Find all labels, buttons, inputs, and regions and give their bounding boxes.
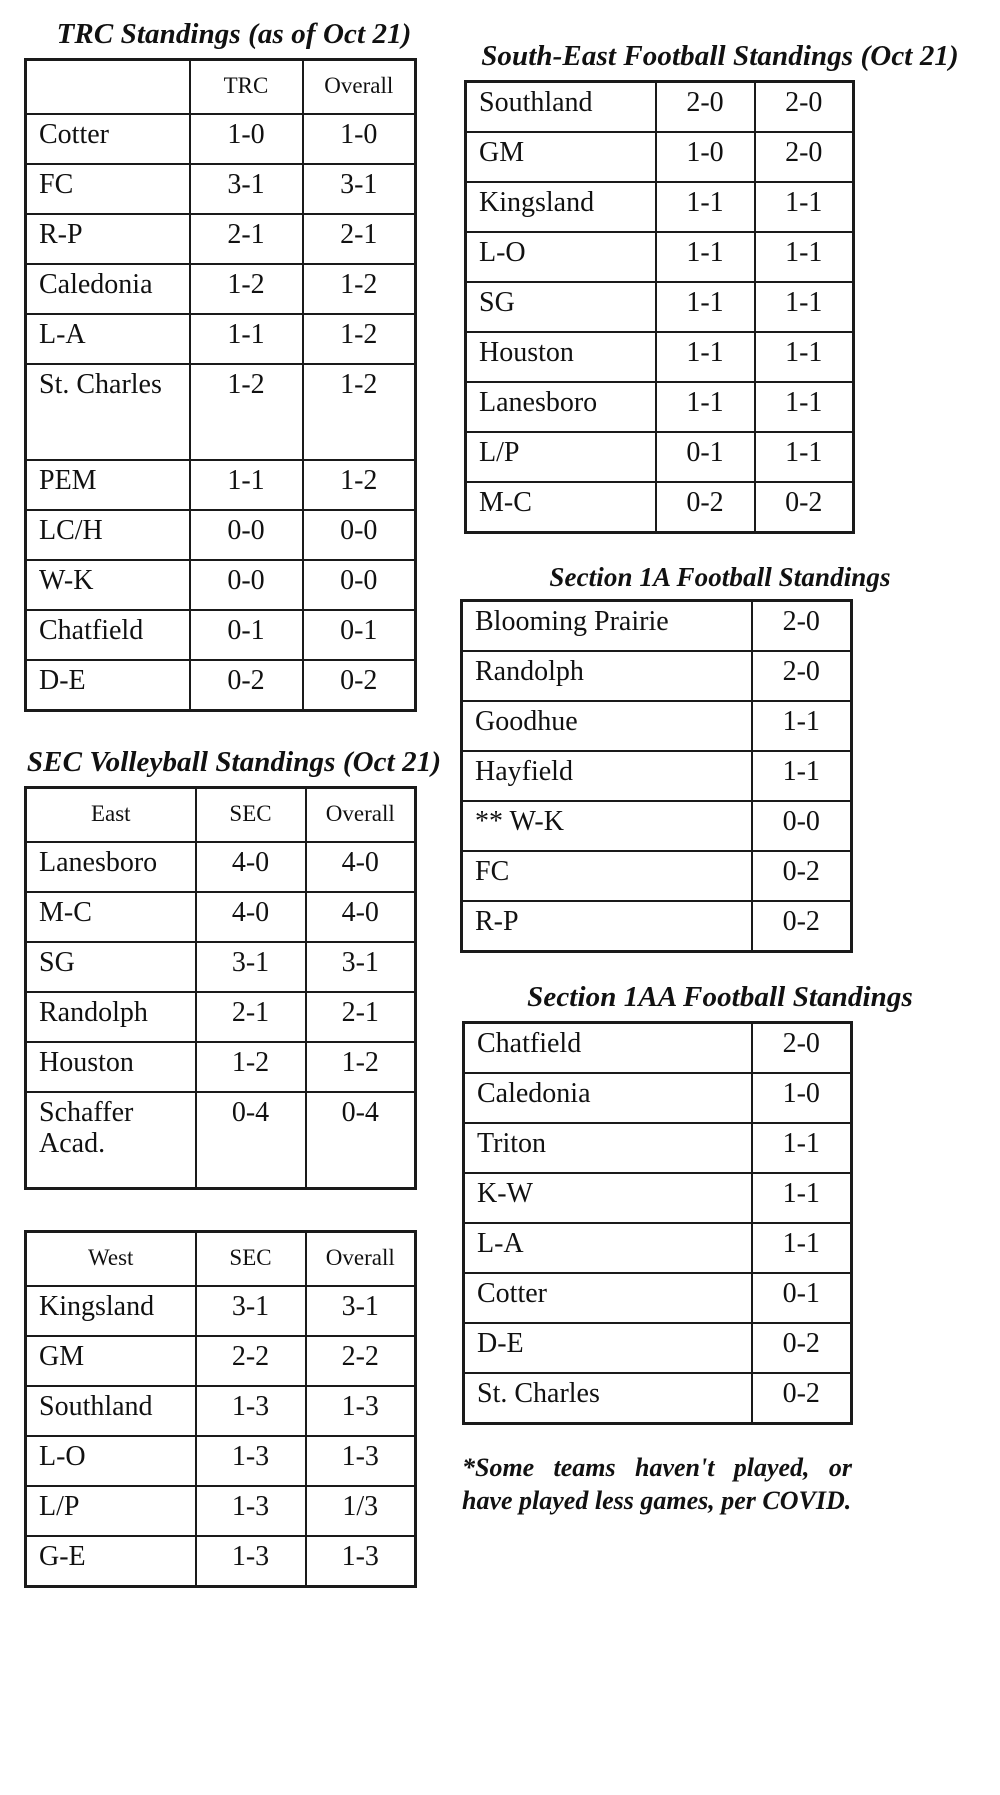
team-name: GM	[26, 1336, 196, 1386]
table-row	[466, 382, 854, 432]
team-name: L/P	[26, 1486, 196, 1536]
table-row	[26, 660, 416, 711]
table-row	[26, 1336, 416, 1386]
conference-record: 1-2	[190, 264, 303, 314]
section-1a-football-table	[460, 599, 853, 953]
conference-record: 0-0	[190, 560, 303, 610]
overall-record: 4-0	[306, 892, 416, 942]
section-record: 1-1	[752, 701, 852, 751]
section-record: 2-0	[752, 601, 852, 652]
team-name: ** W-K	[462, 801, 752, 851]
table-row	[26, 1286, 416, 1336]
table-row	[464, 1073, 852, 1123]
overall-record: 1-1	[755, 382, 854, 432]
overall-record: 3-1	[306, 942, 416, 992]
south-east-football-standings-title: South-East Football Standings (Oct 21)	[481, 40, 959, 72]
overall-record: 1-1	[755, 182, 854, 232]
conference-record: 1-1	[656, 282, 755, 332]
team-name: R-P	[26, 214, 190, 264]
section-record: 0-2	[752, 901, 852, 952]
overall-record: 1-1	[755, 282, 854, 332]
column-header-conference: SEC	[196, 1231, 306, 1286]
team-name: Cotter	[26, 114, 190, 164]
table-row	[26, 942, 416, 992]
section-record: 0-0	[752, 801, 852, 851]
table-row	[466, 332, 854, 382]
overall-record: 2-1	[303, 214, 416, 264]
team-name: Kingsland	[26, 1286, 196, 1336]
overall-record: 2-2	[306, 1336, 416, 1386]
conference-record: 0-0	[190, 510, 303, 560]
overall-record: 0-2	[303, 660, 416, 711]
overall-record: 3-1	[303, 164, 416, 214]
conference-record: 0-1	[190, 610, 303, 660]
overall-record: 0-4	[306, 1092, 416, 1189]
table-row	[26, 364, 416, 460]
trc-standings-title: TRC Standings (as of Oct 21)	[56, 18, 412, 50]
team-name: FC	[26, 164, 190, 214]
team-name: L-O	[466, 232, 656, 282]
team-name: SG	[466, 282, 656, 332]
conference-record: 1-1	[656, 182, 755, 232]
team-name: Houston	[466, 332, 656, 382]
team-name: R-P	[462, 901, 752, 952]
table-row	[26, 560, 416, 610]
team-name: Blooming Prairie	[462, 601, 752, 652]
table-row	[462, 751, 852, 801]
trc-standings-table	[24, 58, 417, 712]
table-row	[464, 1123, 852, 1173]
conference-record: 1-1	[656, 382, 755, 432]
conference-record: 1-1	[656, 332, 755, 382]
conference-record: 1-3	[196, 1486, 306, 1536]
table-row	[462, 851, 852, 901]
section-1aa-football-table	[462, 1021, 853, 1425]
table-row	[26, 264, 416, 314]
sec-volleyball-west-table	[24, 1230, 417, 1588]
table-row	[26, 314, 416, 364]
table-row	[462, 701, 852, 751]
team-name: W-K	[26, 560, 190, 610]
section-1aa-standings-title: Section 1AA Football Standings	[527, 981, 913, 1014]
overall-record: 1-2	[303, 264, 416, 314]
table-row	[26, 510, 416, 560]
team-name: L-A	[464, 1223, 752, 1273]
right-column	[460, 18, 980, 1518]
table-row	[466, 432, 854, 482]
column-header-conference: SEC	[196, 787, 306, 842]
section-record: 2-0	[752, 1023, 852, 1074]
spacer	[24, 1190, 444, 1230]
conference-record: 0-2	[656, 482, 755, 533]
conference-record: 1-0	[190, 114, 303, 164]
section-record: 0-2	[752, 1323, 852, 1373]
overall-record: 0-0	[303, 510, 416, 560]
table-row	[26, 1092, 416, 1189]
team-name: Chatfield	[464, 1023, 752, 1074]
covid-footnote: *Some teams haven't played, or have played less games, per COVID.	[462, 1453, 852, 1516]
south-east-football-table	[464, 80, 855, 534]
team-name: Randolph	[26, 992, 196, 1042]
team-name: St. Charles	[464, 1373, 752, 1424]
team-name: Southland	[466, 81, 656, 132]
team-name: Caledonia	[464, 1073, 752, 1123]
overall-record: 1-1	[755, 232, 854, 282]
team-name: Randolph	[462, 651, 752, 701]
table-row	[462, 601, 852, 652]
team-name: SG	[26, 942, 196, 992]
conference-record: 2-1	[196, 992, 306, 1042]
table-row	[464, 1323, 852, 1373]
team-name: K-W	[464, 1173, 752, 1223]
overall-record: 0-0	[303, 560, 416, 610]
table-row	[26, 610, 416, 660]
team-name: Kingsland	[466, 182, 656, 232]
section-record: 2-0	[752, 651, 852, 701]
left-column	[24, 18, 444, 1588]
conference-record: 4-0	[196, 892, 306, 942]
overall-record: 1-3	[306, 1386, 416, 1436]
team-name: Cotter	[464, 1273, 752, 1323]
conference-record: 2-0	[656, 81, 755, 132]
conference-record: 1-2	[196, 1042, 306, 1092]
section-record: 0-1	[752, 1273, 852, 1323]
table-row	[26, 1386, 416, 1436]
team-name: Lanesboro	[466, 382, 656, 432]
section-1a-standings-title: Section 1A Football Standings	[549, 561, 891, 592]
conference-record: 3-1	[190, 164, 303, 214]
team-name: G-E	[26, 1536, 196, 1587]
team-name: L-A	[26, 314, 190, 364]
overall-record: 1-2	[303, 314, 416, 364]
column-header-overall: Overall	[303, 59, 416, 114]
team-name: PEM	[26, 460, 190, 510]
overall-record: 1-3	[306, 1436, 416, 1486]
sec-volleyball-east-table	[24, 786, 417, 1190]
overall-record: 1-1	[755, 332, 854, 382]
section-record: 0-2	[752, 1373, 852, 1424]
table-row	[464, 1173, 852, 1223]
table-row	[26, 1042, 416, 1092]
conference-record: 0-4	[196, 1092, 306, 1189]
conference-record: 4-0	[196, 842, 306, 892]
table-row	[464, 1373, 852, 1424]
table-row	[464, 1023, 852, 1074]
team-name: Chatfield	[26, 610, 190, 660]
conference-record: 0-1	[656, 432, 755, 482]
table-row	[26, 164, 416, 214]
table-row	[26, 1536, 416, 1587]
section-record: 0-2	[752, 851, 852, 901]
overall-record: 2-1	[306, 992, 416, 1042]
conference-record: 3-1	[196, 942, 306, 992]
conference-record: 1-3	[196, 1436, 306, 1486]
table-row	[26, 1486, 416, 1536]
conference-record: 1-1	[656, 232, 755, 282]
team-name: GM	[466, 132, 656, 182]
team-name: Southland	[26, 1386, 196, 1436]
section-record: 1-1	[752, 1223, 852, 1273]
conference-record: 1-3	[196, 1536, 306, 1587]
column-header-team	[26, 59, 190, 114]
table-row	[26, 214, 416, 264]
team-name: Goodhue	[462, 701, 752, 751]
overall-record: 3-1	[306, 1286, 416, 1336]
team-name: L-O	[26, 1436, 196, 1486]
team-name: M-C	[26, 892, 196, 942]
team-name: D-E	[464, 1323, 752, 1373]
team-name: Schaffer Acad.	[26, 1092, 196, 1189]
column-header-conference: TRC	[190, 59, 303, 114]
section-record: 1-1	[752, 1173, 852, 1223]
overall-record: 2-0	[755, 81, 854, 132]
column-header-overall: Overall	[306, 787, 416, 842]
overall-record: 1-1	[755, 432, 854, 482]
team-name: Triton	[464, 1123, 752, 1173]
table-row	[466, 81, 854, 132]
team-name: Houston	[26, 1042, 196, 1092]
table-row	[462, 801, 852, 851]
team-name: M-C	[466, 482, 656, 533]
table-row	[26, 114, 416, 164]
table-row	[462, 901, 852, 952]
table-row	[464, 1273, 852, 1323]
overall-record: 1-0	[303, 114, 416, 164]
conference-record: 2-1	[190, 214, 303, 264]
team-name: D-E	[26, 660, 190, 711]
conference-record: 1-1	[190, 460, 303, 510]
team-name: Hayfield	[462, 751, 752, 801]
column-header-division: East	[26, 787, 196, 842]
overall-record: 1-2	[303, 364, 416, 460]
conference-record: 1-1	[190, 314, 303, 364]
conference-record: 3-1	[196, 1286, 306, 1336]
overall-record: 1/3	[306, 1486, 416, 1536]
column-header-overall: Overall	[306, 1231, 416, 1286]
table-row	[26, 992, 416, 1042]
team-name: L/P	[466, 432, 656, 482]
table-row	[466, 482, 854, 533]
team-name: Lanesboro	[26, 842, 196, 892]
table-row	[466, 232, 854, 282]
section-record: 1-0	[752, 1073, 852, 1123]
conference-record: 1-2	[190, 364, 303, 460]
team-name: LC/H	[26, 510, 190, 560]
conference-record: 0-2	[190, 660, 303, 711]
table-row	[462, 651, 852, 701]
spacer	[24, 712, 444, 746]
team-name: Caledonia	[26, 264, 190, 314]
table-row	[26, 842, 416, 892]
section-record: 1-1	[752, 1123, 852, 1173]
conference-record: 1-0	[656, 132, 755, 182]
sec-volleyball-standings-title: SEC Volleyball Standings (Oct 21)	[26, 745, 442, 778]
column-header-division: West	[26, 1231, 196, 1286]
overall-record: 4-0	[306, 842, 416, 892]
overall-record: 2-0	[755, 132, 854, 182]
table-row	[26, 1436, 416, 1486]
overall-record: 1-2	[306, 1042, 416, 1092]
table-row	[26, 892, 416, 942]
table-row	[466, 132, 854, 182]
overall-record: 1-2	[303, 460, 416, 510]
overall-record: 1-3	[306, 1536, 416, 1587]
table-row	[466, 182, 854, 232]
table-header-row	[26, 1231, 416, 1286]
section-record: 1-1	[752, 751, 852, 801]
overall-record: 0-1	[303, 610, 416, 660]
table-row	[466, 282, 854, 332]
team-name: FC	[462, 851, 752, 901]
overall-record: 0-2	[755, 482, 854, 533]
conference-record: 1-3	[196, 1386, 306, 1436]
table-row	[26, 460, 416, 510]
table-header-row	[26, 787, 416, 842]
table-header-row	[26, 59, 416, 114]
table-row	[464, 1223, 852, 1273]
conference-record: 2-2	[196, 1336, 306, 1386]
team-name: St. Charles	[26, 364, 190, 460]
